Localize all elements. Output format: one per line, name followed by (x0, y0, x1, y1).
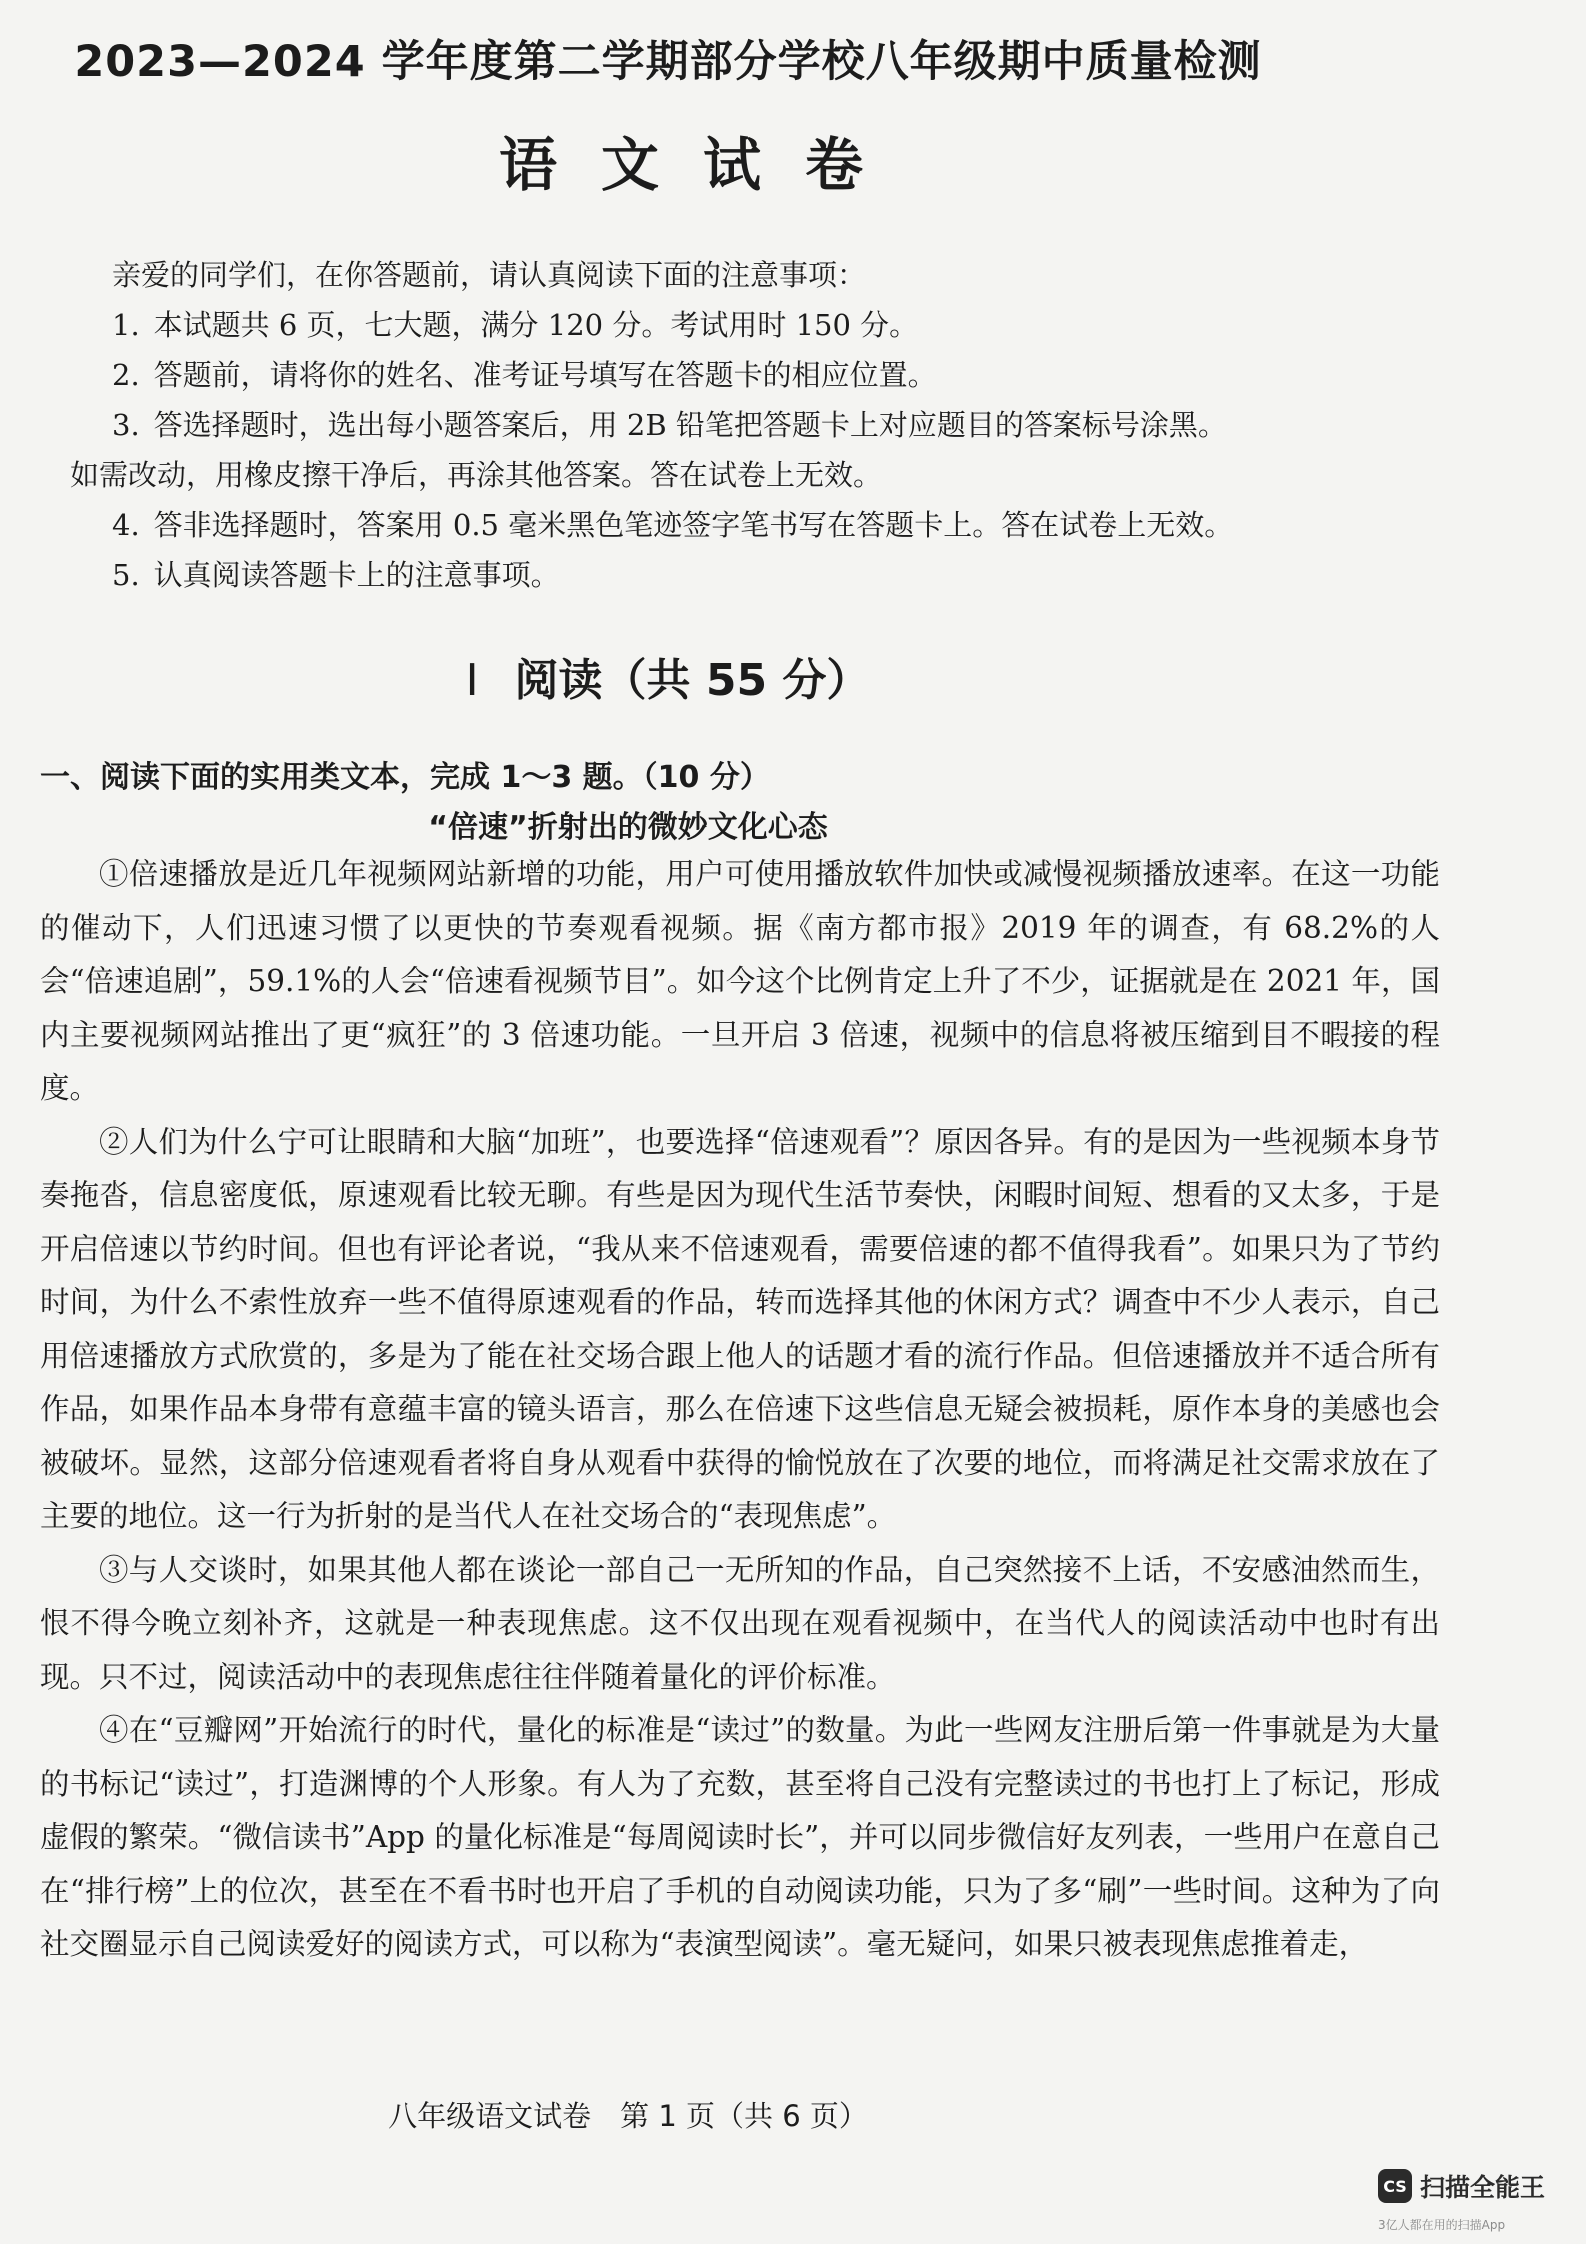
scanner-watermark (1378, 2168, 1545, 2204)
notice-block (70, 250, 1450, 600)
article-paragraph: ④在“豆瓣网”开始流行的时代，量化的标准是“读过”的数量。为此一些网友注册后第一件事就是为大量的书标记“读过”，打造渊博的个人形象。有人为了充数，甚至将自己没有完整读过的书也打上了标记，形成虚假的繁荣。“微信读书”App 的量化标准是“每周阅读时长”，并可以同步微信好友列表，一些用户在意自己在“排行榜”上的位次，甚至在不看书时也开启了手机的自动阅读功能，只为了多“刷”一些时间。这种为了向社交圈显示自己阅读爱好的阅读方式，可以称为“表演型阅读”。毫无疑问，如果只被表现焦虑推着走， (40, 1713, 1440, 1961)
exam-title: 2023—2024 学年度第二学期部分学校八年级期中质量检测 (74, 37, 1262, 87)
camscanner-logo-icon: CS (1378, 2169, 1412, 2203)
notice-item: 4. 答非选择题时，答案用 0.5 毫米黑色笔迹签字笔书写在答题卡上。答在试卷上无效。 (112, 508, 1234, 542)
notice-item: 5. 认真阅读答题卡上的注意事项。 (112, 558, 560, 592)
notice-intro: 亲爱的同学们，在你答题前，请认真阅读下面的注意事项： (112, 258, 867, 292)
part-numeral: I (465, 655, 479, 706)
notice-item-continued: 如需改动，用橡皮擦干净后，再涂其他答案。答在试卷上无效。 (70, 458, 883, 492)
page-footer: 八年级语文试卷 第 1 页（共 6 页） (388, 2099, 868, 2133)
notice-item: 2. 答题前，请将你的姓名、准考证号填写在答题卡的相应位置。 (112, 358, 937, 392)
article-body (40, 848, 1440, 1972)
notice-item: 3. 答选择题时，选出每小题答案后，用 2B 铅笔把答题卡上对应题目的答案标号涂黑。 (112, 408, 1227, 442)
article-title: “倍速”折射出的微妙文化心态 (428, 810, 828, 845)
article-paragraph: ②人们为什么宁可让眼睛和大脑“加班”，也要选择“倍速观看”？原因各异。有的是因为一些视频本身节奏拖沓，信息密度低，原速观看比较无聊。有些是因为现代生活节奏快，闲暇时间短、想看的又太多，于是开启倍速以节约时间。但也有评论者说，“我从来不倍速观看，需要倍速的都不值得我看”。如果只为了节约时间，为什么不索性放弃一些不值得原速观看的作品，转而选择其他的休闲方式？调查中不少人表示，自己用倍速播放方式欣赏的，多是为了能在社交场合跟上他人的话题才看的流行作品。但倍速播放并不适合所有作品，如果作品本身带有意蕴丰富的镜头语言，那么在倍速下这些信息无疑会被损耗，原作本身的美感也会被破坏。显然，这部分倍速观看者将自身从观看中获得的愉悦放在了次要的地位，而将满足社交需求放在了主要的地位。这一行为折射的是当代人在社交场合的“表现焦虑”。 (40, 1124, 1440, 1533)
article-paragraph: ①倍速播放是近几年视频网站新增的功能，用户可使用播放软件加快或减慢视频播放速率。在这一功能的催动下，人们迅速习惯了以更快的节奏观看视频。据《南方都市报》2019 年的调查，有 68.2%的人会“倍速追剧”，59.1%的人会“倍速看视频节目”。如今这个比例肯定上升了不少，证据就是在 2021 年，国内主要视频网站推出了更“疯狂”的 3 倍速功能。一旦开启 3 倍速，视频中的信息将被压缩到目不暇接的程度。 (40, 857, 1440, 1105)
watermark-brand: 扫描全能王 (1420, 2173, 1546, 2202)
section-heading: 一、阅读下面的实用类文本，完成 1～3 题。（10 分） (40, 760, 770, 795)
watermark-tagline: 3亿人都在用的扫描App (1378, 2218, 1506, 2232)
article-paragraph: ③与人交谈时，如果其他人都在谈论一部自己一无所知的作品，自己突然接不上话，不安感油然而生，恨不得今晚立刻补齐，这就是一种表现焦虑。这不仅出现在观看视频中，在当代人的阅读活动中也时有出现。只不过，阅读活动中的表现焦虑往往伴随着量化的评价标准。 (40, 1552, 1440, 1694)
part-label: 阅读（共 55 分） (514, 655, 871, 706)
subject-title: 语文试卷 (498, 131, 907, 199)
notice-item: 1. 本试题共 6 页，七大题，满分 120 分。考试用时 150 分。 (112, 308, 919, 342)
part-title (0, 644, 1586, 708)
